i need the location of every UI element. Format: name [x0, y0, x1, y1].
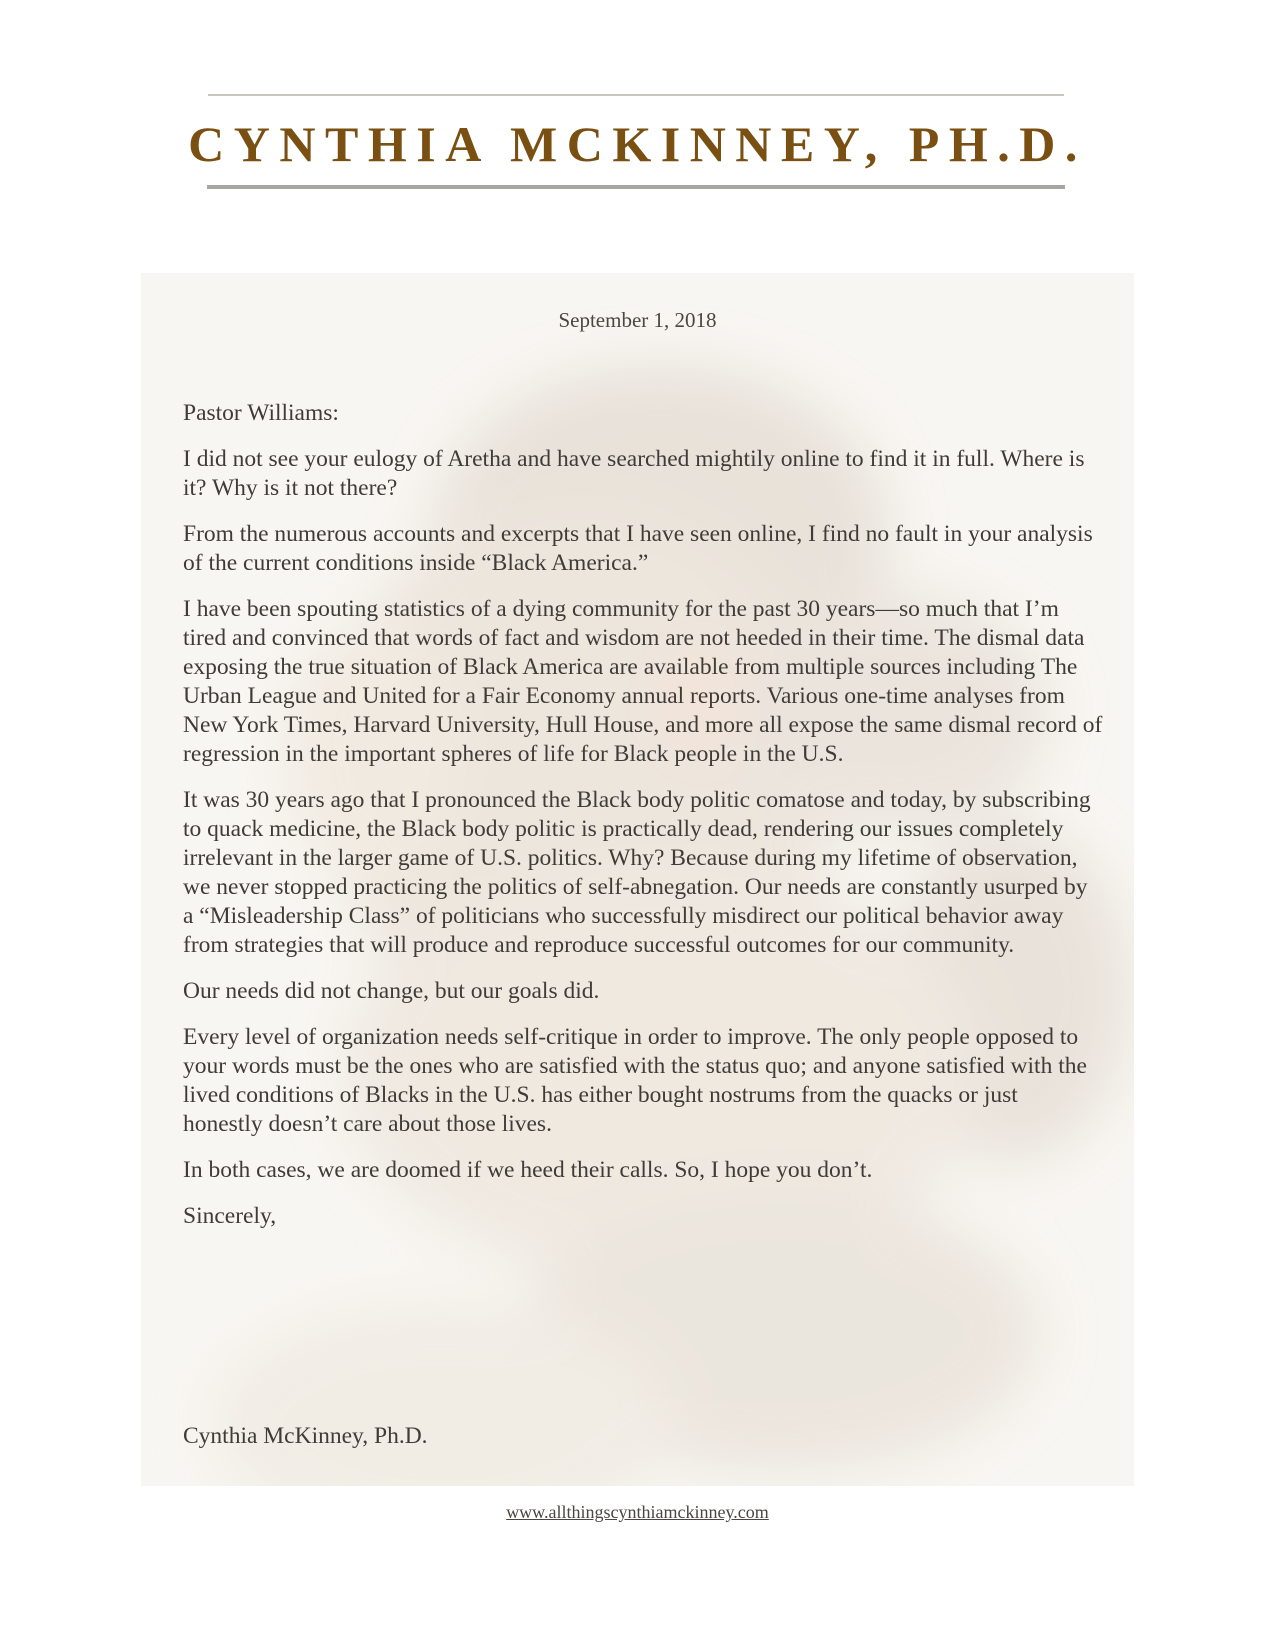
paragraph: Every level of organization needs self-critique in order to improve. The only people opposed to your words must be the ones who are satisfied with the status quo; and anyone satisfied with the lived conditions of Blacks in the U.S. has either bought nostrums from the quacks or just honestly doesn’t care about those lives.	[183, 1024, 1087, 1137]
letterhead-name: CYNTHIA MCKINNEY, PH.D.	[188, 116, 1087, 172]
paragraph: I have been spouting statistics of a dying community for the past 30 years—so much that I’m tired and convinced that words of fact and wisdom are not heeded in their time. The dismal data exposing the true situation of Black America are available from multiple sources including The Urban League and United for a Fair Economy annual reports. Various one-time analyses from New York Times, Harvard University, Hull House, and more all expose the same dismal record of regression in the important spheres of life for Black people in the U.S.	[183, 596, 1103, 767]
bottom-rule	[207, 185, 1065, 189]
footer	[0, 1501, 1275, 1523]
paragraph: From the numerous accounts and excerpts that I have seen online, I find no fault in your analysis of the current conditions inside “Black America.”	[183, 521, 1093, 576]
paragraph: I did not see your eulogy of Aretha and have searched mightily online to find it in full. Where is it? Why is it not there?	[183, 446, 1085, 501]
top-rule	[208, 94, 1064, 96]
letter-date: September 1, 2018	[558, 308, 717, 332]
paragraph: In both cases, we are doomed if we heed their calls. So, I hope you don’t.	[183, 1157, 873, 1183]
paragraph: It was 30 years ago that I pronounced the Black body politic comatose and today, by subscribing to quack medicine, the Black body politic is practically dead, rendering our issues completely irrelevant in the larger game of U.S. politics. Why? Because during my lifetime of observation, we never stopped practicing the politics of self-abnegation. Our needs are constantly usurped by a “Misleadership Class” of politicians who successfully misdirect our political behavior away from strategies that will produce and reproduce successful outcomes for our community.	[183, 787, 1091, 958]
salutation: Pastor Williams:	[183, 400, 339, 426]
closing: Sincerely,	[183, 1203, 277, 1229]
signature: Cynthia McKinney, Ph.D.	[183, 1423, 428, 1449]
letter-body	[183, 399, 1103, 1248]
website-link[interactable]: www.allthingscynthiamckinney.com	[506, 1502, 769, 1522]
paragraph: Our needs did not change, but our goals did.	[183, 978, 600, 1004]
